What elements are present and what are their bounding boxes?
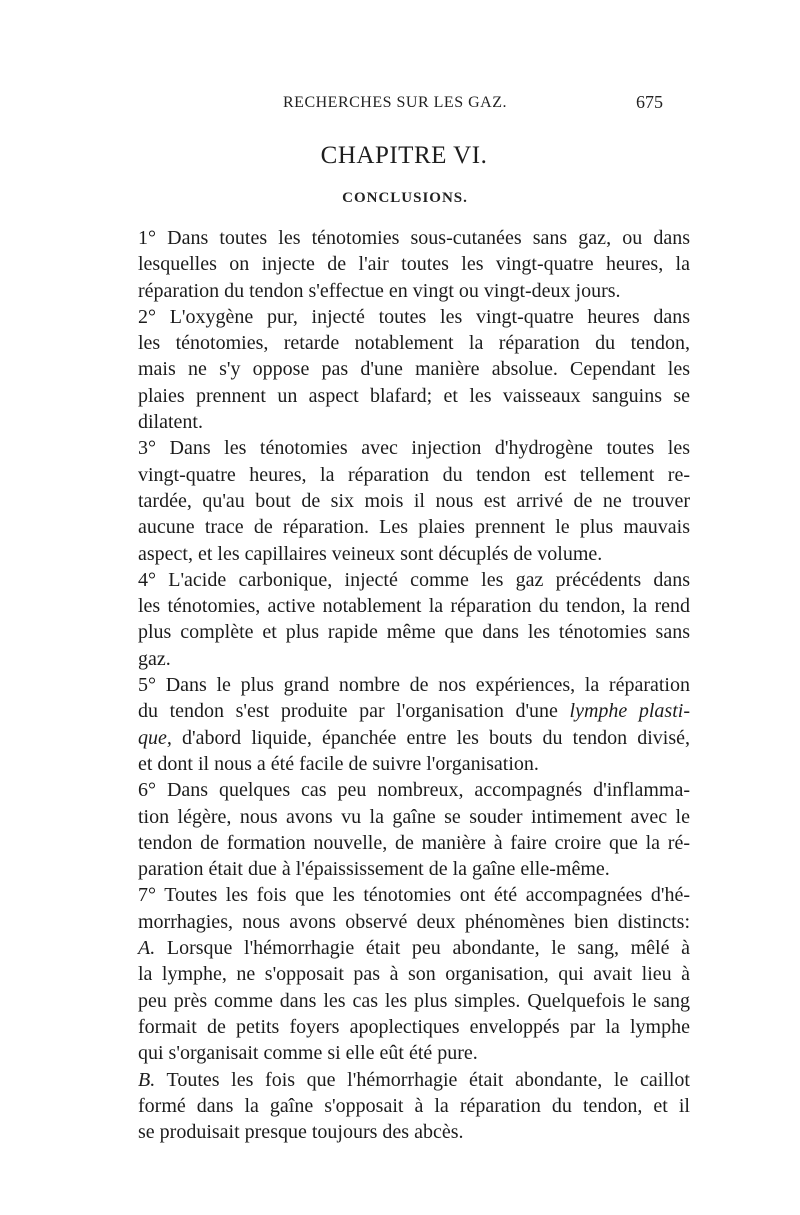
italic-term: lymphe plasti- xyxy=(569,700,690,723)
text-line: 5° Dans le plus grand nombre de nos expériences, la réparation xyxy=(138,674,690,697)
text-line: les ténotomies, retarde notablement la réparation du tendon, xyxy=(138,332,690,355)
item-label: A. xyxy=(138,937,156,960)
text-line: 7° Toutes les fois que les ténotomies ont été accompagnées d'hé- xyxy=(138,884,690,907)
text-line: formé dans la gaîne s'opposait à la réparation du tendon, et il xyxy=(138,1094,690,1117)
text-line: morrhagies, nous avons observé deux phénomènes bien distincts: xyxy=(138,910,690,933)
text-line xyxy=(118,725,690,751)
running-title: RECHERCHES SUR LES GAZ. xyxy=(283,94,507,111)
chapter-title: CHAPITRE VI. xyxy=(320,142,488,169)
text-line: gaz. xyxy=(138,647,171,670)
paragraph-7a xyxy=(118,935,690,1066)
body-text xyxy=(118,225,690,1145)
text-line: qui s'organisait comme si elle eût été pure. xyxy=(138,1042,478,1065)
text-line xyxy=(118,1067,690,1093)
item-label: B. xyxy=(138,1068,156,1091)
text-line: lesquelles on injecte de l'air toutes les vingt-quatre heures, la xyxy=(138,253,690,276)
text-line: et dont il nous a été facile de suivre l'organisation. xyxy=(138,752,539,775)
text-line: 6° Dans quelques cas peu nombreux, accompagnés d'inflamma- xyxy=(138,779,690,802)
text-segment: Toutes les fois que l'hémorrhagie était abondante, le caillot xyxy=(155,1068,690,1091)
text-line: 3° Dans les ténotomies avec injection d'hydrogène toutes les xyxy=(138,437,690,460)
paragraph-7 xyxy=(118,882,690,935)
text-line: aspect, et les capillaires veineux sont décuplés de volume. xyxy=(138,542,603,565)
text-line: plus complète et plus rapide même que dans les ténotomies sans xyxy=(138,621,690,644)
text-line: paration était due à l'épaississement de la gaîne elle-même. xyxy=(138,858,610,881)
text-line: se produisait presque toujours des abcès. xyxy=(138,1121,464,1144)
text-line: formait de petits foyers apoplectiques enveloppés par la lymphe xyxy=(138,1015,690,1038)
paragraph-4 xyxy=(118,567,690,672)
text-line: 4° L'acide carbonique, injecté comme les gaz précédents dans xyxy=(138,568,690,591)
text-line: tion légère, nous avons vu la gaîne se souder intimement avec le xyxy=(138,805,690,828)
text-line xyxy=(118,935,690,961)
text-line: 2° L'oxygène pur, injecté toutes les vingt-quatre heures dans xyxy=(138,305,690,328)
text-line: plaies prennent un aspect blafard; et les vaisseaux sanguins se xyxy=(138,384,690,407)
page-number: 675 xyxy=(636,92,663,112)
paragraph-2 xyxy=(118,304,690,435)
paragraph-7b xyxy=(118,1067,690,1146)
section-title: CONCLUSIONS. xyxy=(342,190,468,206)
text-line: 1° Dans toutes les ténotomies sous-cutanées sans gaz, ou dans xyxy=(138,227,690,249)
text-line: mais ne s'y oppose pas d'une manière absolue. Cependant les xyxy=(138,358,690,381)
text-line: les ténotomies, active notablement la réparation du tendon, la rend xyxy=(138,595,690,618)
paragraph-5 xyxy=(118,672,690,777)
text-segment: Lorsque l'hémorrhagie était peu abondante, le sang, mêlé à xyxy=(155,937,690,960)
text-segment: du tendon s'est produite par l'organisation d'une xyxy=(138,700,570,723)
paragraph-6 xyxy=(118,777,690,882)
text-line: la lymphe, ne s'opposait pas à son organisation, qui avait lieu à xyxy=(138,963,690,986)
text-line: aucune trace de réparation. Les plaies prennent le plus mauvais xyxy=(138,516,690,539)
text-line: vingt-quatre heures, la réparation du tendon est tellement re- xyxy=(138,463,690,486)
text-line: peu près comme dans les cas les plus simples. Quelquefois le sang xyxy=(138,989,690,1012)
paragraph-3 xyxy=(118,435,690,566)
text-line: dilatent. xyxy=(138,411,203,434)
paragraph-1 xyxy=(118,225,690,304)
text-line: réparation du tendon s'effectue en vingt ou vingt-deux jours. xyxy=(138,279,621,302)
text-segment: d'abord liquide, épanchée entre les bouts du tendon divisé, xyxy=(171,726,690,749)
text-line xyxy=(118,698,690,724)
italic-term: que, xyxy=(138,726,172,749)
text-line: tendon de formation nouvelle, de manière à faire croire que la ré- xyxy=(138,831,690,854)
text-line: tardée, qu'au bout de six mois il nous est arrivé de ne trouver xyxy=(138,489,690,512)
